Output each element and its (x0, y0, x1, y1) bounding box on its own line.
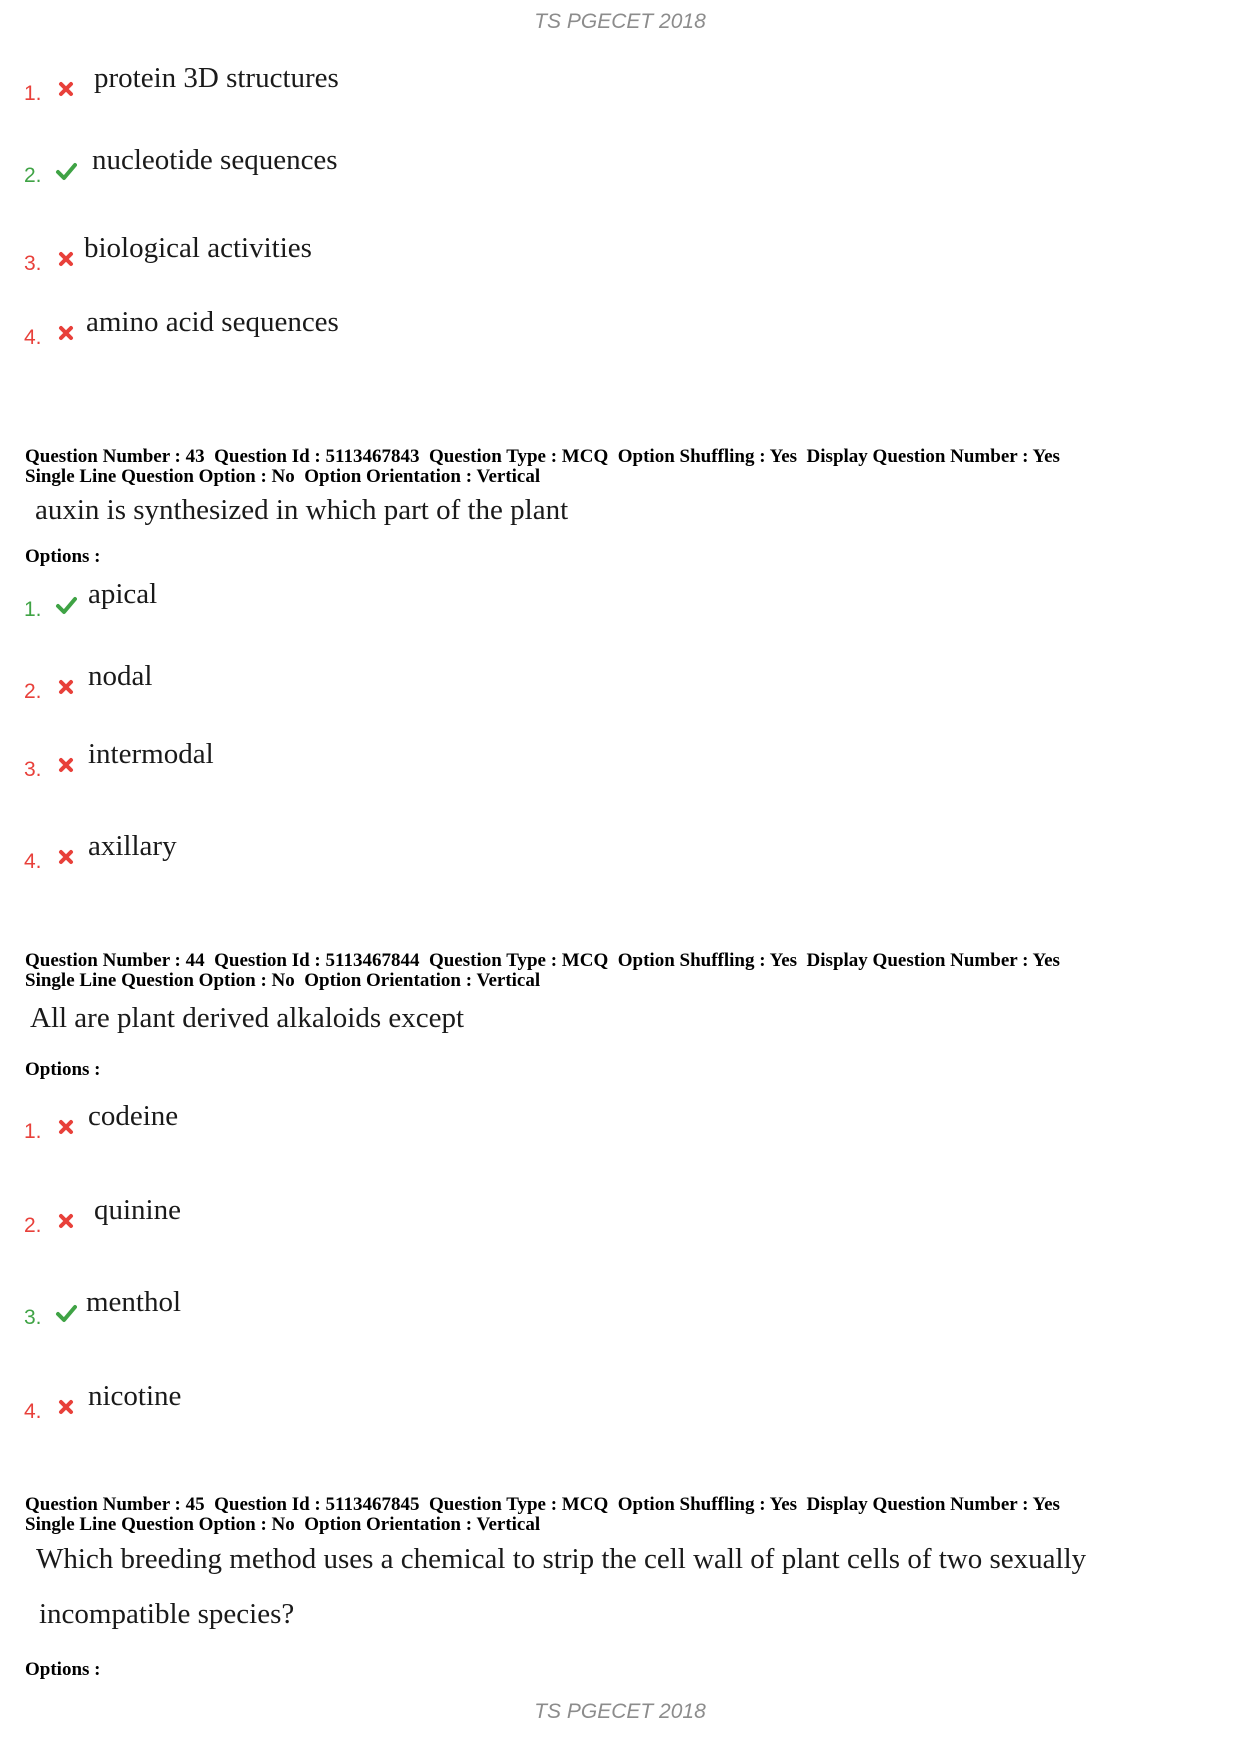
option-number: 4. (24, 1400, 42, 1423)
check-icon (55, 1302, 77, 1324)
option-text: protein 3D structures (94, 62, 339, 94)
option-number: 4. (24, 326, 42, 349)
option-number: 2. (24, 164, 42, 187)
option-text: nodal (88, 660, 153, 692)
question-meta-line2: Single Line Question Option : No Option Orientation : Vertical (25, 466, 541, 487)
options-label: Options : (25, 1059, 101, 1080)
cross-icon (55, 1116, 77, 1138)
option-number: 2. (24, 680, 42, 703)
cross-icon (55, 1210, 77, 1232)
option-text: apical (88, 578, 158, 610)
question-text-line1: Which breeding method uses a chemical to strip the cell wall of plant cells of two sexually (36, 1543, 1087, 1575)
option-number: 4. (24, 850, 42, 873)
options-label: Options : (25, 546, 101, 567)
option-text: biological activities (84, 232, 312, 264)
page-footer: TS PGECET 2018 (534, 1700, 706, 1723)
question-meta-line2: Single Line Question Option : No Option Orientation : Vertical (25, 970, 541, 991)
option-text: quinine (94, 1194, 181, 1226)
option-number: 1. (24, 1120, 42, 1143)
cross-icon (55, 248, 77, 270)
cross-icon (55, 78, 77, 100)
option-number: 3. (24, 252, 42, 275)
check-icon (55, 594, 77, 616)
option-text: axillary (88, 830, 177, 862)
option-number: 3. (24, 758, 42, 781)
option-text: menthol (86, 1286, 182, 1318)
option-text: nucleotide sequences (92, 144, 338, 176)
option-text: amino acid sequences (86, 306, 339, 338)
cross-icon (55, 846, 77, 868)
option-number: 2. (24, 1214, 42, 1237)
question-text-line2: incompatible species? (39, 1598, 295, 1630)
question-meta-line1: Question Number : 45 Question Id : 5113467845 Question Type : MCQ Option Shuffling : Yes Display Question Number : Yes (25, 1494, 1060, 1515)
cross-icon (55, 322, 77, 344)
option-number: 3. (24, 1306, 42, 1329)
page-header: TS PGECET 2018 (534, 10, 706, 33)
question-text: All are plant derived alkaloids except (30, 1002, 465, 1034)
question-meta-line1: Question Number : 43 Question Id : 5113467843 Question Type : MCQ Option Shuffling : Yes Display Question Number : Yes (25, 446, 1060, 467)
cross-icon (55, 754, 77, 776)
question-text: auxin is synthesized in which part of the plant (35, 494, 569, 526)
option-text: nicotine (88, 1380, 182, 1412)
check-icon (55, 160, 77, 182)
question-meta-line2: Single Line Question Option : No Option Orientation : Vertical (25, 1514, 541, 1535)
option-number: 1. (24, 598, 42, 621)
option-text: intermodal (88, 738, 214, 770)
question-meta-line1: Question Number : 44 Question Id : 5113467844 Question Type : MCQ Option Shuffling : Yes Display Question Number : Yes (25, 950, 1060, 971)
cross-icon (55, 676, 77, 698)
cross-icon (55, 1396, 77, 1418)
options-label: Options : (25, 1659, 101, 1680)
option-number: 1. (24, 82, 42, 105)
option-text: codeine (88, 1100, 179, 1132)
